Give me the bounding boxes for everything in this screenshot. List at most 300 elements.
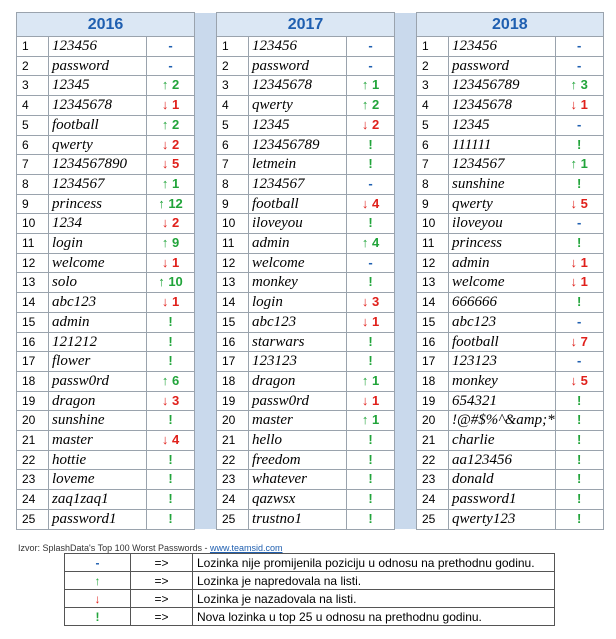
- rank-cell: 23: [417, 470, 449, 490]
- password-cell: 123456: [49, 37, 147, 57]
- column-separator: [195, 253, 217, 273]
- legend-row: [65, 572, 555, 590]
- password-cell: 1234567: [249, 174, 347, 194]
- password-cell: abc123: [249, 312, 347, 332]
- change-indicator: !: [147, 352, 195, 372]
- table-row: [17, 135, 604, 155]
- rank-cell: 12: [417, 253, 449, 273]
- rank-cell: 18: [417, 371, 449, 391]
- column-separator: [395, 273, 417, 293]
- column-separator: [195, 371, 217, 391]
- column-separator: [195, 56, 217, 76]
- table-row: [17, 490, 604, 510]
- rank-cell: 11: [217, 234, 249, 254]
- password-cell: 123123: [249, 352, 347, 372]
- rank-cell: 24: [217, 490, 249, 510]
- rank-cell: 7: [217, 155, 249, 175]
- password-cell: 12345678: [249, 76, 347, 96]
- source-text: Izvor: SplashData's Top 100 Worst Passwords -: [18, 543, 210, 553]
- legend-arrow: =>: [131, 554, 193, 572]
- rank-cell: 15: [417, 312, 449, 332]
- change-indicator: !: [347, 135, 395, 155]
- rank-cell: 5: [417, 115, 449, 135]
- change-indicator: ↓ 1: [147, 96, 195, 116]
- password-cell: !@#$%^&amp;*: [449, 411, 556, 431]
- rank-cell: 11: [417, 234, 449, 254]
- change-indicator: !: [347, 470, 395, 490]
- rank-cell: 20: [417, 411, 449, 431]
- rank-cell: 20: [217, 411, 249, 431]
- change-indicator: ↓ 1: [147, 253, 195, 273]
- change-indicator: ↑ 1: [347, 411, 395, 431]
- change-indicator: -: [347, 37, 395, 57]
- password-cell: whatever: [249, 470, 347, 490]
- change-indicator: !: [555, 391, 603, 411]
- column-separator: [195, 332, 217, 352]
- table-row: [17, 470, 604, 490]
- password-cell: admin: [249, 234, 347, 254]
- password-cell: 12345678: [49, 96, 147, 116]
- password-cell: password: [249, 56, 347, 76]
- table-row: [17, 352, 604, 372]
- change-indicator: -: [347, 174, 395, 194]
- change-indicator: !: [347, 352, 395, 372]
- table-row: [17, 450, 604, 470]
- legend-table: [64, 553, 555, 626]
- legend-arrow: =>: [131, 572, 193, 590]
- column-separator: [395, 13, 417, 37]
- password-cell: qwerty: [249, 96, 347, 116]
- change-indicator: !: [555, 135, 603, 155]
- password-cell: qwerty123: [449, 509, 556, 529]
- change-indicator: !: [347, 273, 395, 293]
- column-separator: [195, 135, 217, 155]
- rank-cell: 9: [217, 194, 249, 214]
- password-cell: starwars: [249, 332, 347, 352]
- rank-cell: 21: [17, 431, 49, 451]
- password-ranking-table: [16, 12, 604, 530]
- change-indicator: !: [347, 214, 395, 234]
- table-row: [17, 194, 604, 214]
- password-cell: 1234: [49, 214, 147, 234]
- column-separator: [395, 234, 417, 254]
- rank-cell: 18: [17, 371, 49, 391]
- change-indicator: ↓ 1: [555, 253, 603, 273]
- rank-cell: 4: [217, 96, 249, 116]
- column-separator: [195, 509, 217, 529]
- rank-cell: 2: [217, 56, 249, 76]
- password-cell: qazwsx: [249, 490, 347, 510]
- rank-cell: 3: [217, 76, 249, 96]
- change-indicator: !: [347, 431, 395, 451]
- change-indicator: ↑ 1: [555, 155, 603, 175]
- rank-cell: 7: [17, 155, 49, 175]
- year-header: 2018: [417, 13, 604, 37]
- column-separator: [195, 96, 217, 116]
- rank-cell: 2: [17, 56, 49, 76]
- year-header: 2016: [17, 13, 195, 37]
- rank-cell: 8: [417, 174, 449, 194]
- change-indicator: -: [555, 312, 603, 332]
- rank-cell: 21: [217, 431, 249, 451]
- source-note: [18, 543, 283, 553]
- rank-cell: 6: [417, 135, 449, 155]
- column-separator: [195, 312, 217, 332]
- password-cell: abc123: [49, 293, 147, 313]
- password-cell: flower: [49, 352, 147, 372]
- password-cell: password: [449, 56, 556, 76]
- rank-cell: 25: [217, 509, 249, 529]
- change-indicator: ↑ 3: [555, 76, 603, 96]
- change-indicator: ↑ 2: [147, 76, 195, 96]
- table-row: [17, 76, 604, 96]
- table-row: [17, 155, 604, 175]
- rank-cell: 14: [17, 293, 49, 313]
- rank-cell: 19: [417, 391, 449, 411]
- change-indicator: !: [347, 332, 395, 352]
- column-separator: [395, 352, 417, 372]
- password-cell: loveme: [49, 470, 147, 490]
- column-separator: [195, 214, 217, 234]
- rank-cell: 5: [217, 115, 249, 135]
- column-separator: [195, 411, 217, 431]
- rank-cell: 10: [417, 214, 449, 234]
- change-indicator: ↑ 2: [347, 96, 395, 116]
- rank-cell: 15: [17, 312, 49, 332]
- rank-cell: 16: [217, 332, 249, 352]
- legend-symbol: -: [65, 554, 131, 572]
- legend-symbol: ↑: [65, 572, 131, 590]
- rank-cell: 6: [217, 135, 249, 155]
- change-indicator: ↓ 1: [555, 96, 603, 116]
- column-separator: [395, 96, 417, 116]
- rank-cell: 11: [17, 234, 49, 254]
- legend-symbol: !: [65, 608, 131, 626]
- legend-description: Nova lozinka u top 25 u odnosu na prethodnu godinu.: [193, 608, 555, 626]
- password-cell: trustno1: [249, 509, 347, 529]
- rank-cell: 17: [17, 352, 49, 372]
- table-row: [17, 56, 604, 76]
- password-cell: master: [249, 411, 347, 431]
- column-separator: [395, 115, 417, 135]
- table-row: [17, 371, 604, 391]
- table-row: [17, 37, 604, 57]
- change-indicator: ↑ 6: [147, 371, 195, 391]
- column-separator: [195, 273, 217, 293]
- column-separator: [395, 56, 417, 76]
- change-indicator: !: [555, 411, 603, 431]
- change-indicator: ↑ 12: [147, 194, 195, 214]
- change-indicator: !: [347, 490, 395, 510]
- column-separator: [395, 174, 417, 194]
- password-cell: welcome: [449, 273, 556, 293]
- rank-cell: 3: [417, 76, 449, 96]
- change-indicator: ↓ 7: [555, 332, 603, 352]
- change-indicator: ↓ 4: [147, 431, 195, 451]
- table-row: [17, 214, 604, 234]
- change-indicator: !: [347, 155, 395, 175]
- password-cell: 123456789: [249, 135, 347, 155]
- rank-cell: 21: [417, 431, 449, 451]
- column-separator: [195, 37, 217, 57]
- change-indicator: ↓ 4: [347, 194, 395, 214]
- year-header-row: [17, 13, 604, 37]
- column-separator: [395, 371, 417, 391]
- rank-cell: 4: [17, 96, 49, 116]
- legend-description: Lozinka je napredovala na listi.: [193, 572, 555, 590]
- column-separator: [395, 214, 417, 234]
- column-separator: [195, 391, 217, 411]
- rank-cell: 9: [17, 194, 49, 214]
- column-separator: [195, 450, 217, 470]
- password-cell: welcome: [49, 253, 147, 273]
- change-indicator: ↓ 2: [347, 115, 395, 135]
- change-indicator: ↑ 10: [147, 273, 195, 293]
- password-cell: letmein: [249, 155, 347, 175]
- change-indicator: ↓ 1: [147, 293, 195, 313]
- column-separator: [395, 37, 417, 57]
- rank-cell: 22: [417, 450, 449, 470]
- rank-cell: 17: [417, 352, 449, 372]
- column-separator: [195, 13, 217, 37]
- rank-cell: 22: [217, 450, 249, 470]
- column-separator: [195, 490, 217, 510]
- password-cell: 123456789: [449, 76, 556, 96]
- column-separator: [395, 76, 417, 96]
- rank-cell: 17: [217, 352, 249, 372]
- table-row: [17, 115, 604, 135]
- column-separator: [395, 391, 417, 411]
- legend-row: [65, 590, 555, 608]
- password-cell: football: [49, 115, 147, 135]
- password-cell: 1234567: [449, 155, 556, 175]
- column-separator: [395, 253, 417, 273]
- table-row: [17, 253, 604, 273]
- rank-cell: 8: [217, 174, 249, 194]
- password-cell: princess: [49, 194, 147, 214]
- password-cell: hottie: [49, 450, 147, 470]
- change-indicator: ↑ 1: [347, 76, 395, 96]
- password-cell: aa123456: [449, 450, 556, 470]
- change-indicator: -: [147, 37, 195, 57]
- column-separator: [395, 312, 417, 332]
- table-row: [17, 96, 604, 116]
- password-cell: donald: [449, 470, 556, 490]
- password-cell: master: [49, 431, 147, 451]
- password-cell: 123456: [449, 37, 556, 57]
- column-separator: [395, 332, 417, 352]
- change-indicator: ↓ 3: [147, 391, 195, 411]
- rank-cell: 5: [17, 115, 49, 135]
- rank-cell: 8: [17, 174, 49, 194]
- column-separator: [195, 470, 217, 490]
- column-separator: [395, 450, 417, 470]
- table-row: [17, 312, 604, 332]
- password-cell: qwerty: [449, 194, 556, 214]
- table-row: [17, 293, 604, 313]
- password-cell: 1234567890: [49, 155, 147, 175]
- change-indicator: ↓ 3: [347, 293, 395, 313]
- year-header: 2017: [217, 13, 395, 37]
- rank-cell: 14: [417, 293, 449, 313]
- column-separator: [195, 234, 217, 254]
- rank-cell: 24: [17, 490, 49, 510]
- change-indicator: -: [347, 253, 395, 273]
- table-row: [17, 332, 604, 352]
- password-cell: admin: [449, 253, 556, 273]
- change-indicator: ↓ 5: [555, 371, 603, 391]
- password-cell: 12345: [49, 76, 147, 96]
- rank-cell: 9: [417, 194, 449, 214]
- change-indicator: !: [555, 509, 603, 529]
- rank-cell: 19: [17, 391, 49, 411]
- change-indicator: -: [555, 37, 603, 57]
- password-cell: iloveyou: [449, 214, 556, 234]
- rank-cell: 2: [417, 56, 449, 76]
- rank-cell: 15: [217, 312, 249, 332]
- password-cell: solo: [49, 273, 147, 293]
- table-row: [17, 411, 604, 431]
- column-separator: [195, 115, 217, 135]
- rank-cell: 12: [217, 253, 249, 273]
- column-separator: [395, 490, 417, 510]
- password-cell: 123123: [449, 352, 556, 372]
- table-row: [17, 273, 604, 293]
- rank-cell: 20: [17, 411, 49, 431]
- column-separator: [395, 509, 417, 529]
- password-cell: welcome: [249, 253, 347, 273]
- password-cell: football: [449, 332, 556, 352]
- change-indicator: ↓ 1: [347, 391, 395, 411]
- rank-cell: 7: [417, 155, 449, 175]
- change-indicator: !: [147, 450, 195, 470]
- legend-symbol: ↓: [65, 590, 131, 608]
- rank-cell: 13: [17, 273, 49, 293]
- rank-cell: 13: [217, 273, 249, 293]
- change-indicator: -: [555, 115, 603, 135]
- password-cell: 1234567: [49, 174, 147, 194]
- change-indicator: ↑ 1: [347, 371, 395, 391]
- password-cell: 123456: [249, 37, 347, 57]
- change-indicator: !: [555, 490, 603, 510]
- password-cell: princess: [449, 234, 556, 254]
- rank-cell: 16: [17, 332, 49, 352]
- password-cell: dragon: [249, 371, 347, 391]
- rank-cell: 23: [217, 470, 249, 490]
- change-indicator: ↓ 1: [555, 273, 603, 293]
- legend-description: Lozinka je nazadovala na listi.: [193, 590, 555, 608]
- table-row: [17, 174, 604, 194]
- change-indicator: !: [147, 509, 195, 529]
- change-indicator: ↑ 4: [347, 234, 395, 254]
- password-cell: login: [249, 293, 347, 313]
- change-indicator: ↓ 5: [147, 155, 195, 175]
- table-row: [17, 509, 604, 529]
- table-row: [17, 391, 604, 411]
- rank-cell: 22: [17, 450, 49, 470]
- change-indicator: ↓ 2: [147, 135, 195, 155]
- rank-cell: 10: [217, 214, 249, 234]
- column-separator: [395, 431, 417, 451]
- change-indicator: !: [347, 450, 395, 470]
- password-cell: passw0rd: [49, 371, 147, 391]
- change-indicator: !: [555, 174, 603, 194]
- table-row: [17, 234, 604, 254]
- change-indicator: !: [147, 312, 195, 332]
- column-separator: [395, 411, 417, 431]
- rank-cell: 14: [217, 293, 249, 313]
- password-cell: password1: [49, 509, 147, 529]
- change-indicator: !: [555, 470, 603, 490]
- change-indicator: -: [147, 56, 195, 76]
- password-cell: 654321: [449, 391, 556, 411]
- change-indicator: -: [555, 56, 603, 76]
- password-cell: iloveyou: [249, 214, 347, 234]
- column-separator: [195, 194, 217, 214]
- rank-cell: 13: [417, 273, 449, 293]
- password-cell: monkey: [249, 273, 347, 293]
- change-indicator: ↓ 5: [555, 194, 603, 214]
- legend-arrow: =>: [131, 608, 193, 626]
- rank-cell: 18: [217, 371, 249, 391]
- rank-cell: 12: [17, 253, 49, 273]
- change-indicator: !: [147, 490, 195, 510]
- column-separator: [395, 293, 417, 313]
- change-indicator: ↑ 9: [147, 234, 195, 254]
- password-cell: passw0rd: [249, 391, 347, 411]
- password-cell: monkey: [449, 371, 556, 391]
- password-cell: 12345: [249, 115, 347, 135]
- legend-description: Lozinka nije promijenila poziciju u odnosu na prethodnu godinu.: [193, 554, 555, 572]
- change-indicator: !: [147, 332, 195, 352]
- rank-cell: 23: [17, 470, 49, 490]
- password-cell: sunshine: [49, 411, 147, 431]
- column-separator: [395, 135, 417, 155]
- rank-cell: 1: [417, 37, 449, 57]
- column-separator: [195, 174, 217, 194]
- password-cell: 111111: [449, 135, 556, 155]
- rank-cell: 19: [217, 391, 249, 411]
- password-cell: freedom: [249, 450, 347, 470]
- change-indicator: !: [347, 509, 395, 529]
- password-cell: password: [49, 56, 147, 76]
- password-cell: zaq1zaq1: [49, 490, 147, 510]
- legend-row: [65, 554, 555, 572]
- legend-row: [65, 608, 555, 626]
- password-cell: 121212: [49, 332, 147, 352]
- table-row: [17, 431, 604, 451]
- rank-cell: 3: [17, 76, 49, 96]
- change-indicator: !: [555, 431, 603, 451]
- password-cell: abc123: [449, 312, 556, 332]
- password-cell: charlie: [449, 431, 556, 451]
- rank-cell: 24: [417, 490, 449, 510]
- column-separator: [195, 293, 217, 313]
- rank-cell: 1: [217, 37, 249, 57]
- rank-cell: 25: [417, 509, 449, 529]
- password-cell: admin: [49, 312, 147, 332]
- password-cell: login: [49, 234, 147, 254]
- change-indicator: ↑ 2: [147, 115, 195, 135]
- source-link[interactable]: www.teamsid.com: [209, 543, 283, 553]
- password-cell: 666666: [449, 293, 556, 313]
- rank-cell: 25: [17, 509, 49, 529]
- password-cell: 12345: [449, 115, 556, 135]
- change-indicator: -: [555, 214, 603, 234]
- password-cell: 12345678: [449, 96, 556, 116]
- password-cell: password1: [449, 490, 556, 510]
- column-separator: [395, 155, 417, 175]
